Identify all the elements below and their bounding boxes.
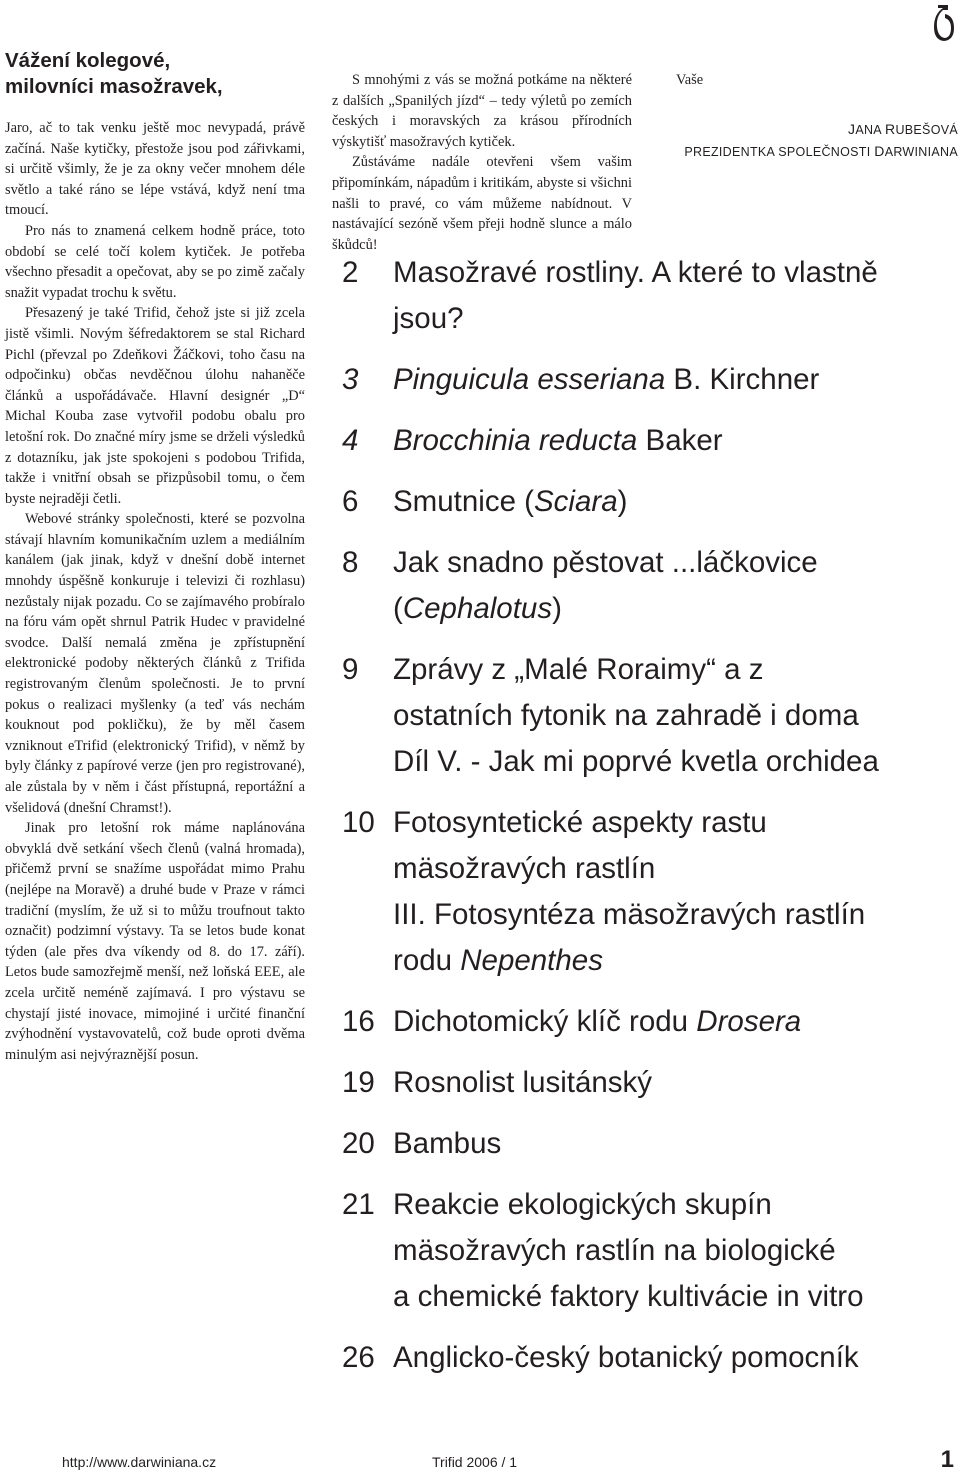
letter-paragraph-3: Přesazený je také Trifid, čehož jste si již zcela jistě všimli. Novým šéfredaktorem se stal Richard Pichl (převzal po Zdeňkovi Žáčkovi, toho času na odpočinku) občas nevděčnou úlohu nahaněče článků a uspořádávače. Hlavní designér „D“ Michal Kouba zase vytvořil podobu obalu pro letošní rok. Do značné míry jsme se drželi výsledků z dotazníku, jak jste spokojeni s podobou Trifida, takže i vnitřní obsah se přizpůsobil tomu, o čem byste nejraději četli. [5, 305, 305, 507]
toc-item[interactable] [342, 1335, 952, 1381]
toc-item[interactable] [342, 999, 952, 1045]
toc-title: Masožravé rostliny. A které to vlastně jsou? [393, 256, 878, 335]
toc-item[interactable] [342, 479, 952, 525]
toc-item[interactable] [342, 418, 952, 464]
toc-item[interactable] [342, 1060, 952, 1106]
letter-column-1 [5, 48, 305, 1065]
footer-journal-issue: Trifid 2006 / 1 [432, 1454, 518, 1470]
letter-paragraph-5: Jinak pro letošní rok máme naplánována obvyklá dvě setkání všech členů (valná hromada), přičemž první se snažíme uspořádat mimo Prahu (nejlépe na Moravě) a druhé bude v Praze v rámci tradiční (myslím, že už si to můžu troufnout takto označit) podzimní výstavy. Ta se letos bude konat týden (ale přes dva víkendy od 8. do 17. září). Letos bude samozřejmě menší, než loňská EEE, ale zcela určitě neméně zajímavá. I pro výstavu se chystají jisté inovace, mimojiné i určité finanční zvýhodnění vystavovatelů, což bude oproti dvěma minulým asi nejvýraznější posun. [5, 820, 305, 1063]
toc-title: Dichotomický klíč rodu Drosera [393, 1005, 802, 1038]
signature [656, 119, 958, 163]
toc-item[interactable] [342, 800, 952, 984]
letter-paragraph-7: Zůstáváme nadále otevřeni všem vašim připomínkám, nápadům i kritikám, abyste si všichni našli to pravé, co vám můžeme nabídnout. V nastávající sezóně všem přeji hodně slunce a málo škůdců! [332, 154, 632, 253]
letter-paragraph-4: Webové stránky společnosti, které se pozvolna stávají hlavním komunikačním uzlem a mediálním kanálem (jak jinak, když v dnešní době internet mnohdy úspěšně konkuruje i televizi či rozhlasu) nezůstaly nijak pozadu. Co se zajímavého probíralo na fóru vám opět shrnul Patrik Hudec v pravidelné svodce. Další nemalá změna je zpřístupnění elektronické podoby některých článků z Trifida registrovaným členům společnosti. Je to první pokus o realizaci myšlenky (a teď vás nechám kouknout pod pokličku), že by měl časem vzniknout eTrifid (elektronický Trifid), v němž by byly články z papírové verze (jen pro registrované), ale zůstala by v něm i část přístupná, reportážní a všelidová (dnešní Chramst!). [5, 511, 305, 816]
toc-item[interactable] [342, 647, 952, 785]
letter-column-2 [332, 70, 632, 253]
toc-page-number: 2 [342, 256, 359, 289]
toc-page-number: 19 [342, 1066, 375, 1099]
toc-page-number: 4 [342, 424, 359, 457]
toc-title: Pinguicula esseriana B. Kirchner [393, 363, 820, 396]
toc-title: Smutnice (Sciara) [393, 485, 628, 518]
table-of-contents [342, 250, 952, 1396]
toc-page-number: 10 [342, 806, 375, 839]
darwiniana-logo [930, 2, 956, 42]
toc-item[interactable] [342, 250, 952, 342]
toc-title: Bambus [393, 1127, 502, 1160]
page-footer [0, 1446, 960, 1473]
toc-page-number: 26 [342, 1341, 375, 1374]
toc-title: Reakcie ekologických skupín mäsožravých rastlín na biologické a chemické faktory kultivácie in vitro [393, 1188, 864, 1313]
letter-paragraph-6: S mnohými z vás se možná potkáme na některé z dalších „Spanilých jízd“ – tedy výletů po zemích českých i moravských za krásou přírodních výskytišť masožravých kytiček. [332, 72, 632, 150]
toc-item[interactable] [342, 357, 952, 403]
signature-name: JANA RUBEŠOVÁ [848, 120, 958, 137]
toc-page-number: 9 [342, 653, 359, 686]
letter-paragraph-1: Jaro, ač to tak venku ještě moc nevypadá, právě začíná. Naše kytičky, přestože jsou pod zářivkami, si určitě všimly, že je za okny večer mnohem déle světlo a také ráno se lépe vstává, když není tma tmoucí. [5, 120, 305, 219]
toc-title: Zprávy z „Malé Roraimy“ a z ostatních fytonik na zahradě i doma Díl V. - Jak mi poprvé kvetla orchidea [393, 653, 879, 778]
toc-item[interactable] [342, 1121, 952, 1167]
toc-title: Jak snadno pěstovat ...láčkovice (Cephalotus) [393, 546, 818, 625]
toc-title: Brocchinia reducta Baker [393, 424, 723, 457]
toc-page-number: 20 [342, 1127, 375, 1160]
toc-page-number: 21 [342, 1188, 375, 1221]
greeting [5, 48, 305, 100]
letter-paragraph-8: Vaše [676, 72, 704, 88]
toc-page-number: 16 [342, 1005, 375, 1038]
greeting-line-2: milovníci masožravek, [5, 75, 223, 98]
signature-title: PREZIDENTKA SPOLEČNOSTI DARWINIANA [684, 142, 958, 159]
toc-title: Rosnolist lusitánský [393, 1066, 653, 1099]
toc-title: Fotosyntetické aspekty rastu mäsožravých rastlín III. Fotosyntéza mäsožravých rastlín rodu Nepenthes [393, 806, 866, 977]
toc-page-number: 3 [342, 363, 359, 396]
footer-url-link[interactable]: http://www.darwiniana.cz [62, 1454, 217, 1470]
toc-item[interactable] [342, 1182, 952, 1320]
toc-item[interactable] [342, 540, 952, 632]
toc-page-number: 8 [342, 546, 359, 579]
letter-paragraph-2: Pro nás to znamená celkem hodně práce, toto období se celé točí kolem kytiček. Je potřeba všechno přesadit a opečovat, aby se po zimě začaly snažit vypadat trochu k světu. [5, 222, 305, 301]
greeting-line-1: Vážení kolegové, [5, 49, 171, 72]
toc-title: Anglicko-český botanický pomocník [393, 1341, 859, 1374]
toc-page-number: 6 [342, 485, 359, 518]
footer-page-number: 1 [940, 1446, 954, 1473]
letter-column-3 [656, 70, 958, 163]
